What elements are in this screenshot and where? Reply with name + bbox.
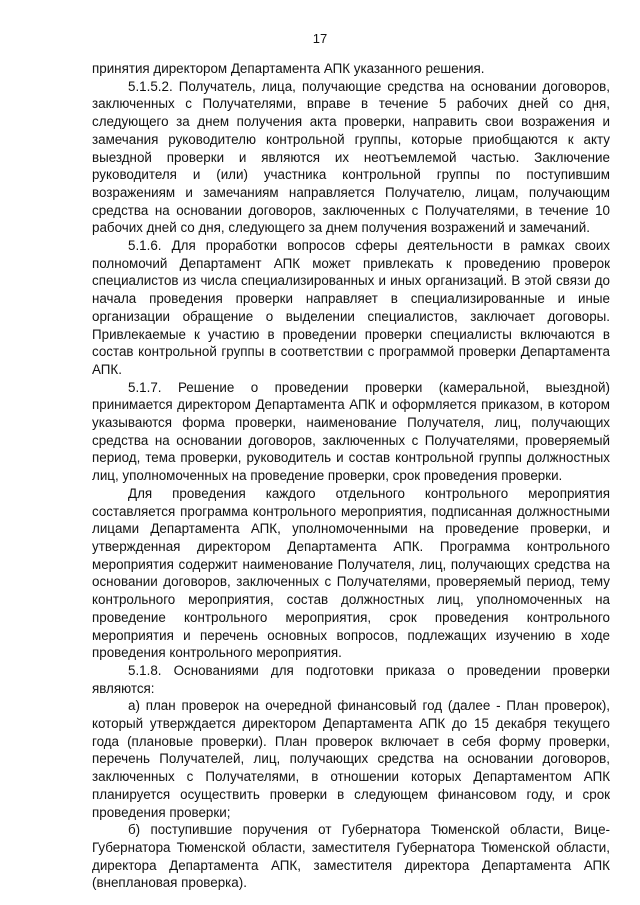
paragraph-5-1-5-2: 5.1.5.2. Получатель, лица, получающие средства на основании договоров, заключенных с Получателями, вправе в течение 5 рабочих дней со дня, следующего за днем получения акта проверки, направить свои возражения и замечания руководителю контрольной группы, которые приобщаются к акту выездной проверки и являются их неотъемлемой частью. Заключение руководителя и (или) участника контрольной группы по поступившим возражениям и замечаниям направляется Получателю, лицам, получающим средства на основании договоров, заключенных с Получателями, в течение 10 рабочих дней со дня, следующего за днем получения возражений и замечаний. xyxy=(92,78,610,236)
paragraph-item-a: а) план проверок на очередной финансовый год (далее - План проверок), который утверждается директором Департамента АПК до 15 декабря текущего года (плановые проверки). План проверок включает в себя форму проверки, перечень Получателей, лиц, получающих средства на основании договоров, заключенных с Получателями, в отношении которых Департаментом АПК планируется осуществить проверки в следующем финансовом году, и срок проведения проверки; xyxy=(92,698,610,820)
paragraph-5-1-8: 5.1.8. Основаниями для подготовки приказа о проведении проверки являются: xyxy=(92,662,610,696)
paragraph-5-1-6: 5.1.6. Для проработки вопросов сферы деятельности в рамках своих полномочий Департамент АПК может привлекать к проведению проверок специалистов из числа специализированных и иных организаций. В этой связи до начала проведения проверки направляет в специализированные и иные организации обращение о выделении специалистов, заключает договоры. Привлекаемые к участию в проведении проверки специалисты включаются в состав контрольной группы в соответствии с программой проверки Департамента АПК. xyxy=(92,238,610,377)
paragraph-5-1-7: 5.1.7. Решение о проведении проверки (камеральной, выездной) принимается директором Департамента АПК и оформляется приказом, в котором указываются форма проверки, наименование Получателя, лиц, получающих средства на основании договоров, заключенных с Получателями, проверяемый период, тема проверки, руководитель и состав контрольной группы должностных лиц, уполномоченных на проведение проверки, срок проведения проверки. xyxy=(92,379,610,484)
paragraph-item-b: б) поступившие поручения от Губернатора Тюменской области, Вице-Губернатора Тюменской области, заместителя Губернатора Тюменской области, директора Департамента АПК, заместителя директора Департамента АПК (внеплановая проверка). xyxy=(92,822,610,891)
page-number: 17 xyxy=(312,31,328,46)
document-body xyxy=(92,60,610,892)
paragraph-program: Для проведения каждого отдельного контрольного мероприятия составляется программа контрольного мероприятия, подписанная должностными лицами Департамента АПК, уполномоченными на проведение проверки, и утвержденная директором Департамента АПК. Программа контрольного мероприятия содержит наименование Получателя, лиц, получающих средства на основании договоров, заключенных с Получателями, проверяемый период, тему контрольного мероприятия, состав должностных лиц, уполномоченных на проведение контрольного мероприятия, срок проведения контрольного мероприятия и перечень основных вопросов, подлежащих изучению в ходе проведения контрольного мероприятия. xyxy=(92,485,610,661)
paragraph-continuation: принятия директором Департамента АПК указанного решения. xyxy=(92,61,485,76)
